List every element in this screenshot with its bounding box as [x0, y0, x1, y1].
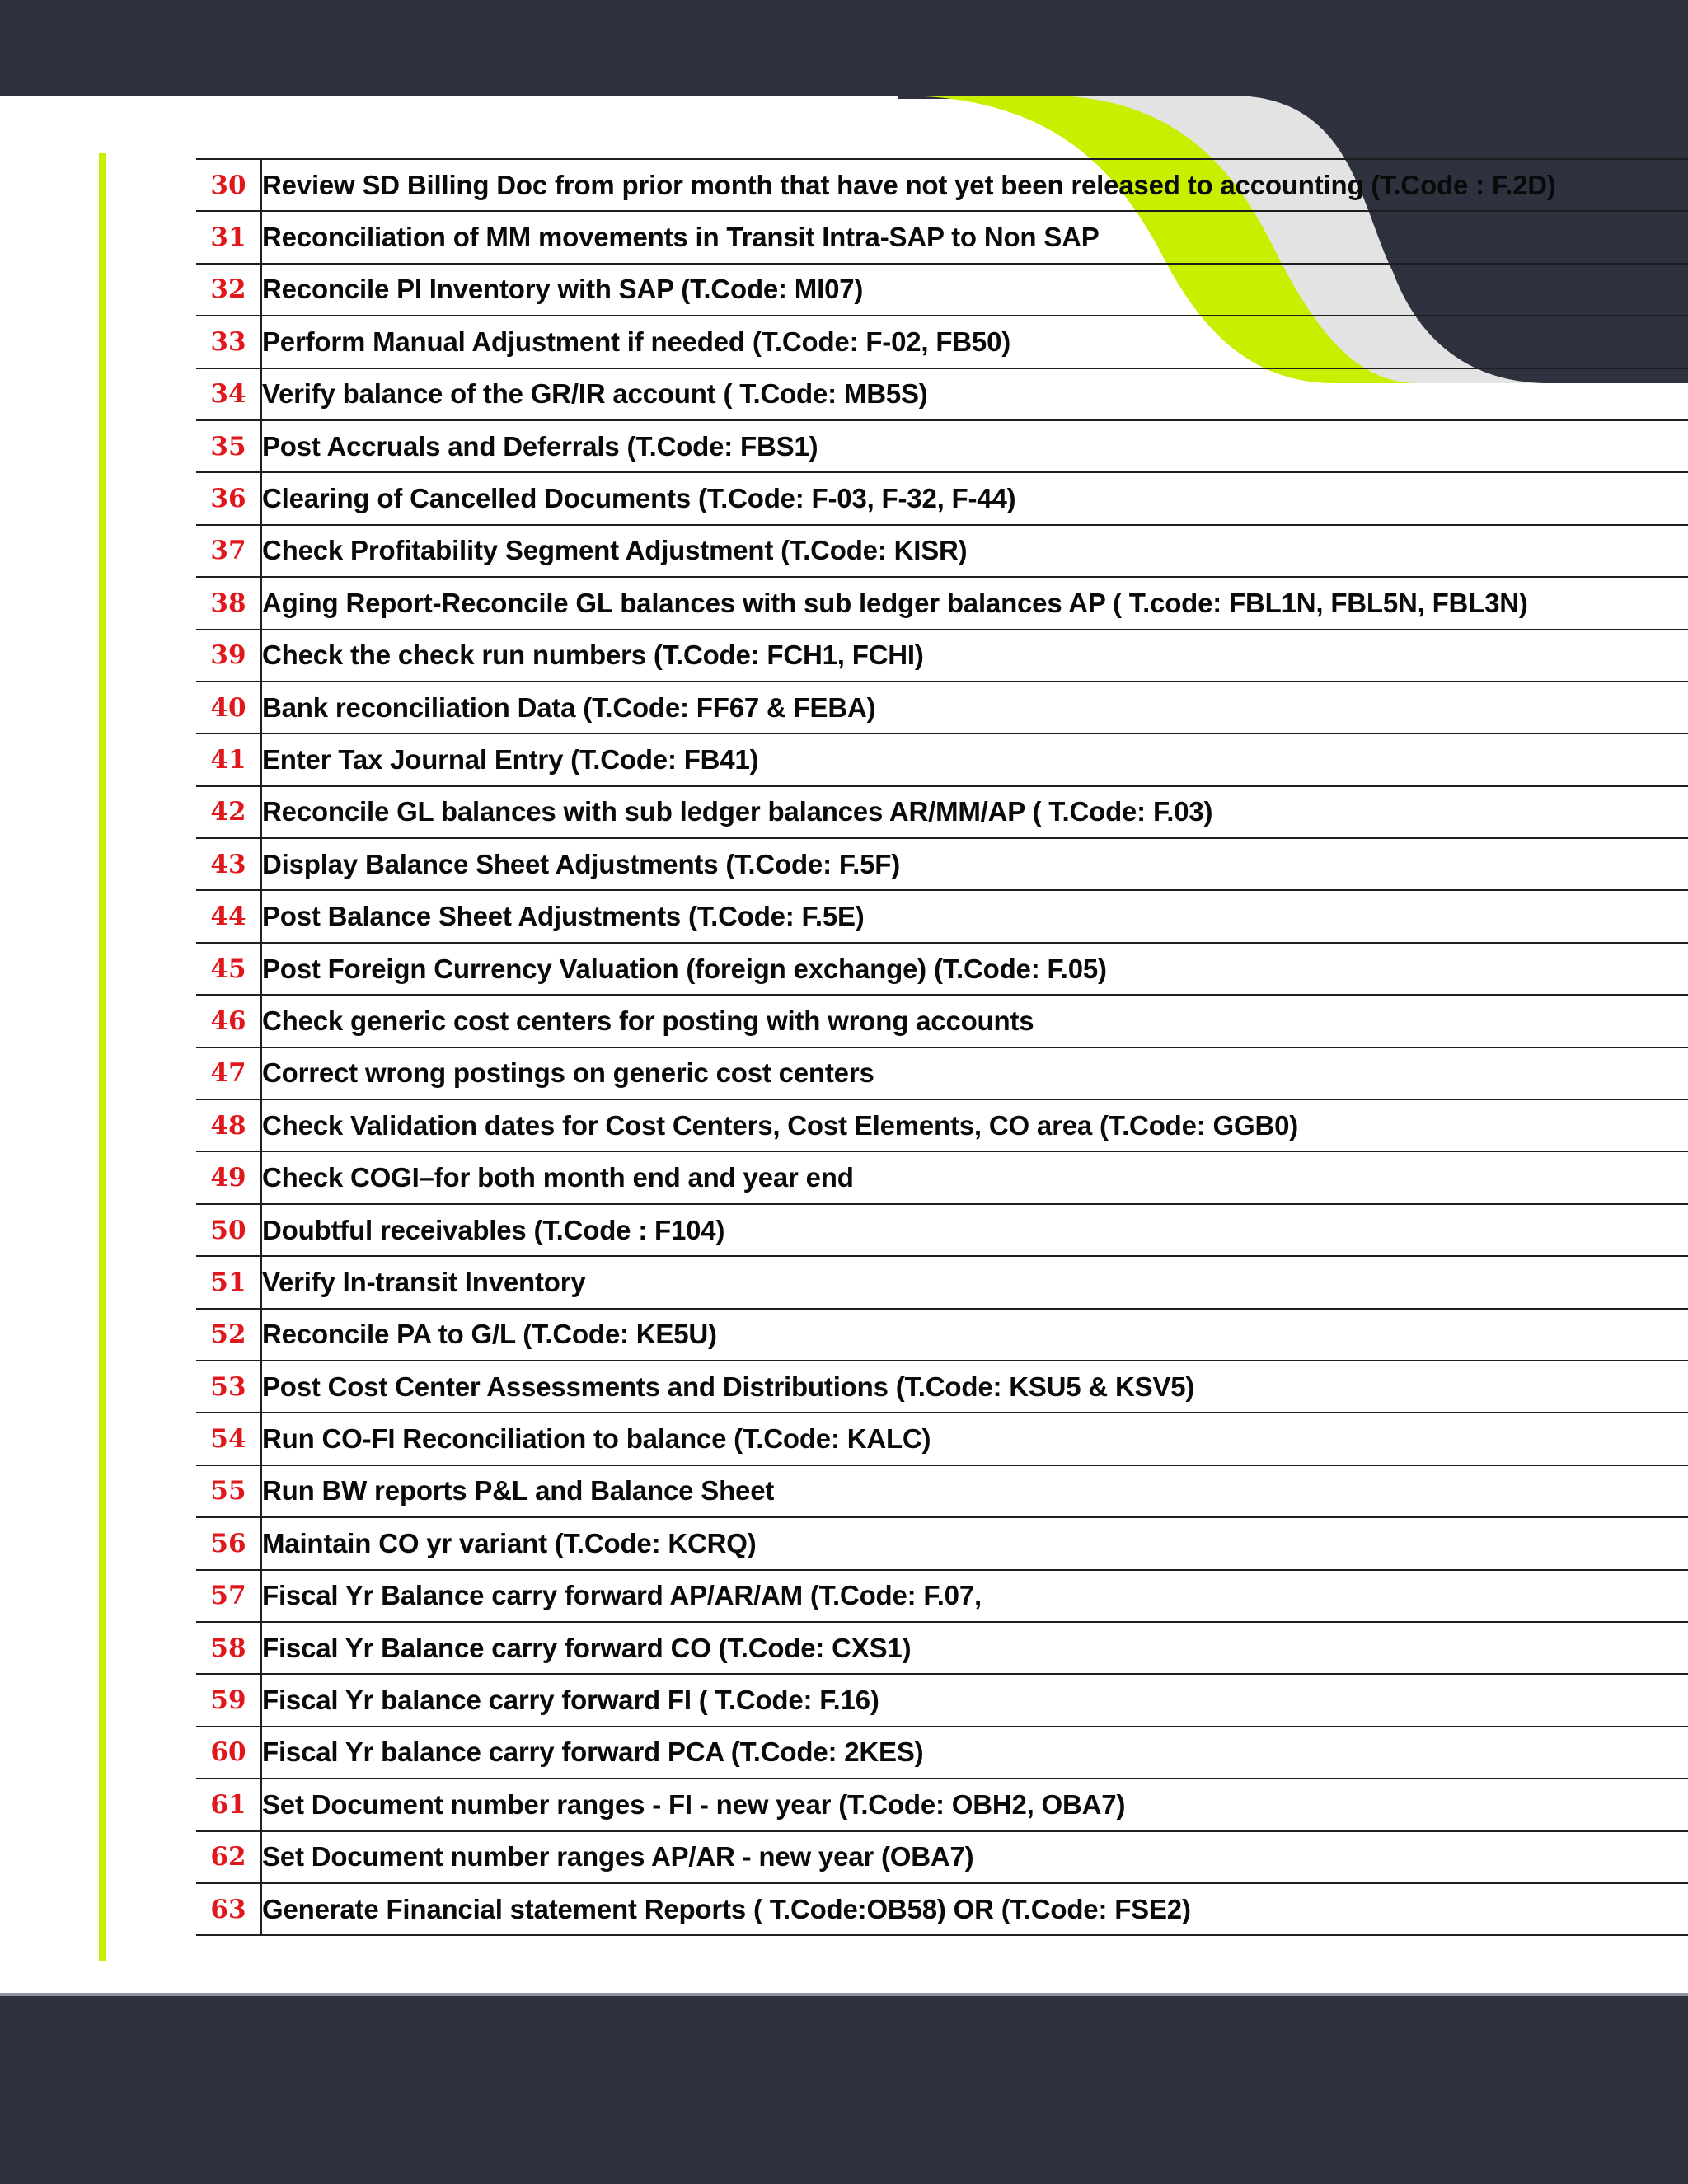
table-row — [196, 733, 1688, 785]
table-row — [196, 1099, 1688, 1151]
table-row — [196, 1779, 1688, 1830]
task-number: 45 — [196, 943, 261, 995]
page-white-area-edge — [0, 96, 898, 99]
task-description: Reconciliation of MM movements in Transit Intra-SAP to Non SAP — [261, 211, 1688, 263]
table-row — [196, 682, 1688, 733]
task-number: 35 — [196, 420, 261, 472]
task-description: Review SD Billing Doc from prior month that have not yet been released to accounting (T.Code : F.2D) — [261, 159, 1688, 211]
task-number: 55 — [196, 1465, 261, 1517]
task-number: 56 — [196, 1517, 261, 1569]
task-description: Post Accruals and Deferrals (T.Code: FBS1) — [261, 420, 1688, 472]
task-description: Correct wrong postings on generic cost centers — [261, 1047, 1688, 1099]
table-row — [196, 943, 1688, 995]
task-number: 33 — [196, 316, 261, 368]
task-description: Perform Manual Adjustment if needed (T.Code: F-02, FB50) — [261, 316, 1688, 368]
table-row — [196, 525, 1688, 577]
table-row — [196, 1727, 1688, 1779]
task-description: Fiscal Yr balance carry forward PCA (T.Code: 2KES) — [261, 1727, 1688, 1779]
task-number: 49 — [196, 1151, 261, 1203]
table-row — [196, 1831, 1688, 1883]
table-row — [196, 472, 1688, 524]
task-number: 57 — [196, 1570, 261, 1622]
task-description: Fiscal Yr balance carry forward FI ( T.Code: F.16) — [261, 1674, 1688, 1726]
task-number: 63 — [196, 1883, 261, 1935]
task-description: Generate Financial statement Reports ( T.Code:OB58) OR (T.Code: FSE2) — [261, 1883, 1688, 1935]
table-row — [196, 264, 1688, 316]
table-row — [196, 159, 1688, 211]
task-description: Enter Tax Journal Entry (T.Code: FB41) — [261, 733, 1688, 785]
task-description: Aging Report-Reconcile GL balances with sub ledger balances AP ( T.code: FBL1N, FBL5N, FBL3N) — [261, 577, 1688, 629]
footer-band — [0, 1993, 1688, 2184]
table-row — [196, 1465, 1688, 1517]
task-number: 39 — [196, 630, 261, 682]
task-description: Verify In-transit Inventory — [261, 1256, 1688, 1308]
task-description: Post Foreign Currency Valuation (foreign exchange) (T.Code: F.05) — [261, 943, 1688, 995]
task-number: 37 — [196, 525, 261, 577]
task-description: Run BW reports P&L and Balance Sheet — [261, 1465, 1688, 1517]
table-row — [196, 630, 1688, 682]
table-row — [196, 995, 1688, 1047]
table-row — [196, 1151, 1688, 1203]
table-row — [196, 577, 1688, 629]
task-number: 34 — [196, 368, 261, 420]
task-description: Post Cost Center Assessments and Distributions (T.Code: KSU5 & KSV5) — [261, 1361, 1688, 1413]
left-accent-bar — [99, 153, 106, 1961]
table-row — [196, 420, 1688, 472]
table-row — [196, 211, 1688, 263]
task-description: Fiscal Yr Balance carry forward AP/AR/AM (T.Code: F.07, — [261, 1570, 1688, 1622]
task-description: Check Validation dates for Cost Centers, Cost Elements, CO area (T.Code: GGB0) — [261, 1099, 1688, 1151]
task-number: 40 — [196, 682, 261, 733]
task-number: 31 — [196, 211, 261, 263]
task-number: 54 — [196, 1413, 261, 1465]
task-number: 48 — [196, 1099, 261, 1151]
task-description: Reconcile GL balances with sub ledger balances AR/MM/AP ( T.Code: F.03) — [261, 786, 1688, 838]
task-number: 41 — [196, 733, 261, 785]
table-row — [196, 368, 1688, 420]
task-number: 47 — [196, 1047, 261, 1099]
table-row — [196, 1413, 1688, 1465]
table-row — [196, 1256, 1688, 1308]
task-number: 61 — [196, 1779, 261, 1830]
task-description: Clearing of Cancelled Documents (T.Code: F-03, F-32, F-44) — [261, 472, 1688, 524]
task-description: Maintain CO yr variant (T.Code: KCRQ) — [261, 1517, 1688, 1569]
task-number: 42 — [196, 786, 261, 838]
task-description: Fiscal Yr Balance carry forward CO (T.Code: CXS1) — [261, 1622, 1688, 1674]
task-description: Display Balance Sheet Adjustments (T.Code: F.5F) — [261, 838, 1688, 890]
table-row — [196, 1570, 1688, 1622]
task-number: 46 — [196, 995, 261, 1047]
table-row — [196, 1361, 1688, 1413]
table-row — [196, 1622, 1688, 1674]
table-row — [196, 890, 1688, 942]
task-number: 32 — [196, 264, 261, 316]
task-description: Reconcile PI Inventory with SAP (T.Code: MI07) — [261, 264, 1688, 316]
task-description: Set Document number ranges AP/AR - new year (OBA7) — [261, 1831, 1688, 1883]
task-description: Check the check run numbers (T.Code: FCH1, FCHI) — [261, 630, 1688, 682]
table-row — [196, 1309, 1688, 1361]
task-number: 60 — [196, 1727, 261, 1779]
table-row — [196, 786, 1688, 838]
table-row — [196, 1883, 1688, 1935]
task-number: 51 — [196, 1256, 261, 1308]
task-number: 53 — [196, 1361, 261, 1413]
task-number: 50 — [196, 1204, 261, 1256]
table-row — [196, 316, 1688, 368]
task-description: Doubtful receivables (T.Code : F104) — [261, 1204, 1688, 1256]
task-number: 43 — [196, 838, 261, 890]
task-description: Check Profitability Segment Adjustment (T.Code: KISR) — [261, 525, 1688, 577]
task-description: Run CO-FI Reconciliation to balance (T.Code: KALC) — [261, 1413, 1688, 1465]
task-description: Set Document number ranges - FI - new year (T.Code: OBH2, OBA7) — [261, 1779, 1688, 1830]
task-description: Check COGI–for both month end and year end — [261, 1151, 1688, 1203]
task-number: 59 — [196, 1674, 261, 1726]
task-number: 62 — [196, 1831, 261, 1883]
table-row — [196, 1047, 1688, 1099]
footer-divider — [0, 1993, 1688, 1996]
table-row — [196, 838, 1688, 890]
month-end-task-table — [196, 158, 1688, 1936]
table-row — [196, 1674, 1688, 1726]
task-number: 30 — [196, 159, 261, 211]
table-row — [196, 1517, 1688, 1569]
task-number: 52 — [196, 1309, 261, 1361]
task-description: Bank reconciliation Data (T.Code: FF67 & FEBA) — [261, 682, 1688, 733]
task-description: Check generic cost centers for posting with wrong accounts — [261, 995, 1688, 1047]
task-description: Post Balance Sheet Adjustments (T.Code: F.5E) — [261, 890, 1688, 942]
task-number: 36 — [196, 472, 261, 524]
task-description: Verify balance of the GR/IR account ( T.Code: MB5S) — [261, 368, 1688, 420]
task-number: 44 — [196, 890, 261, 942]
task-number: 58 — [196, 1622, 261, 1674]
table-row — [196, 1204, 1688, 1256]
task-description: Reconcile PA to G/L (T.Code: KE5U) — [261, 1309, 1688, 1361]
task-number: 38 — [196, 577, 261, 629]
